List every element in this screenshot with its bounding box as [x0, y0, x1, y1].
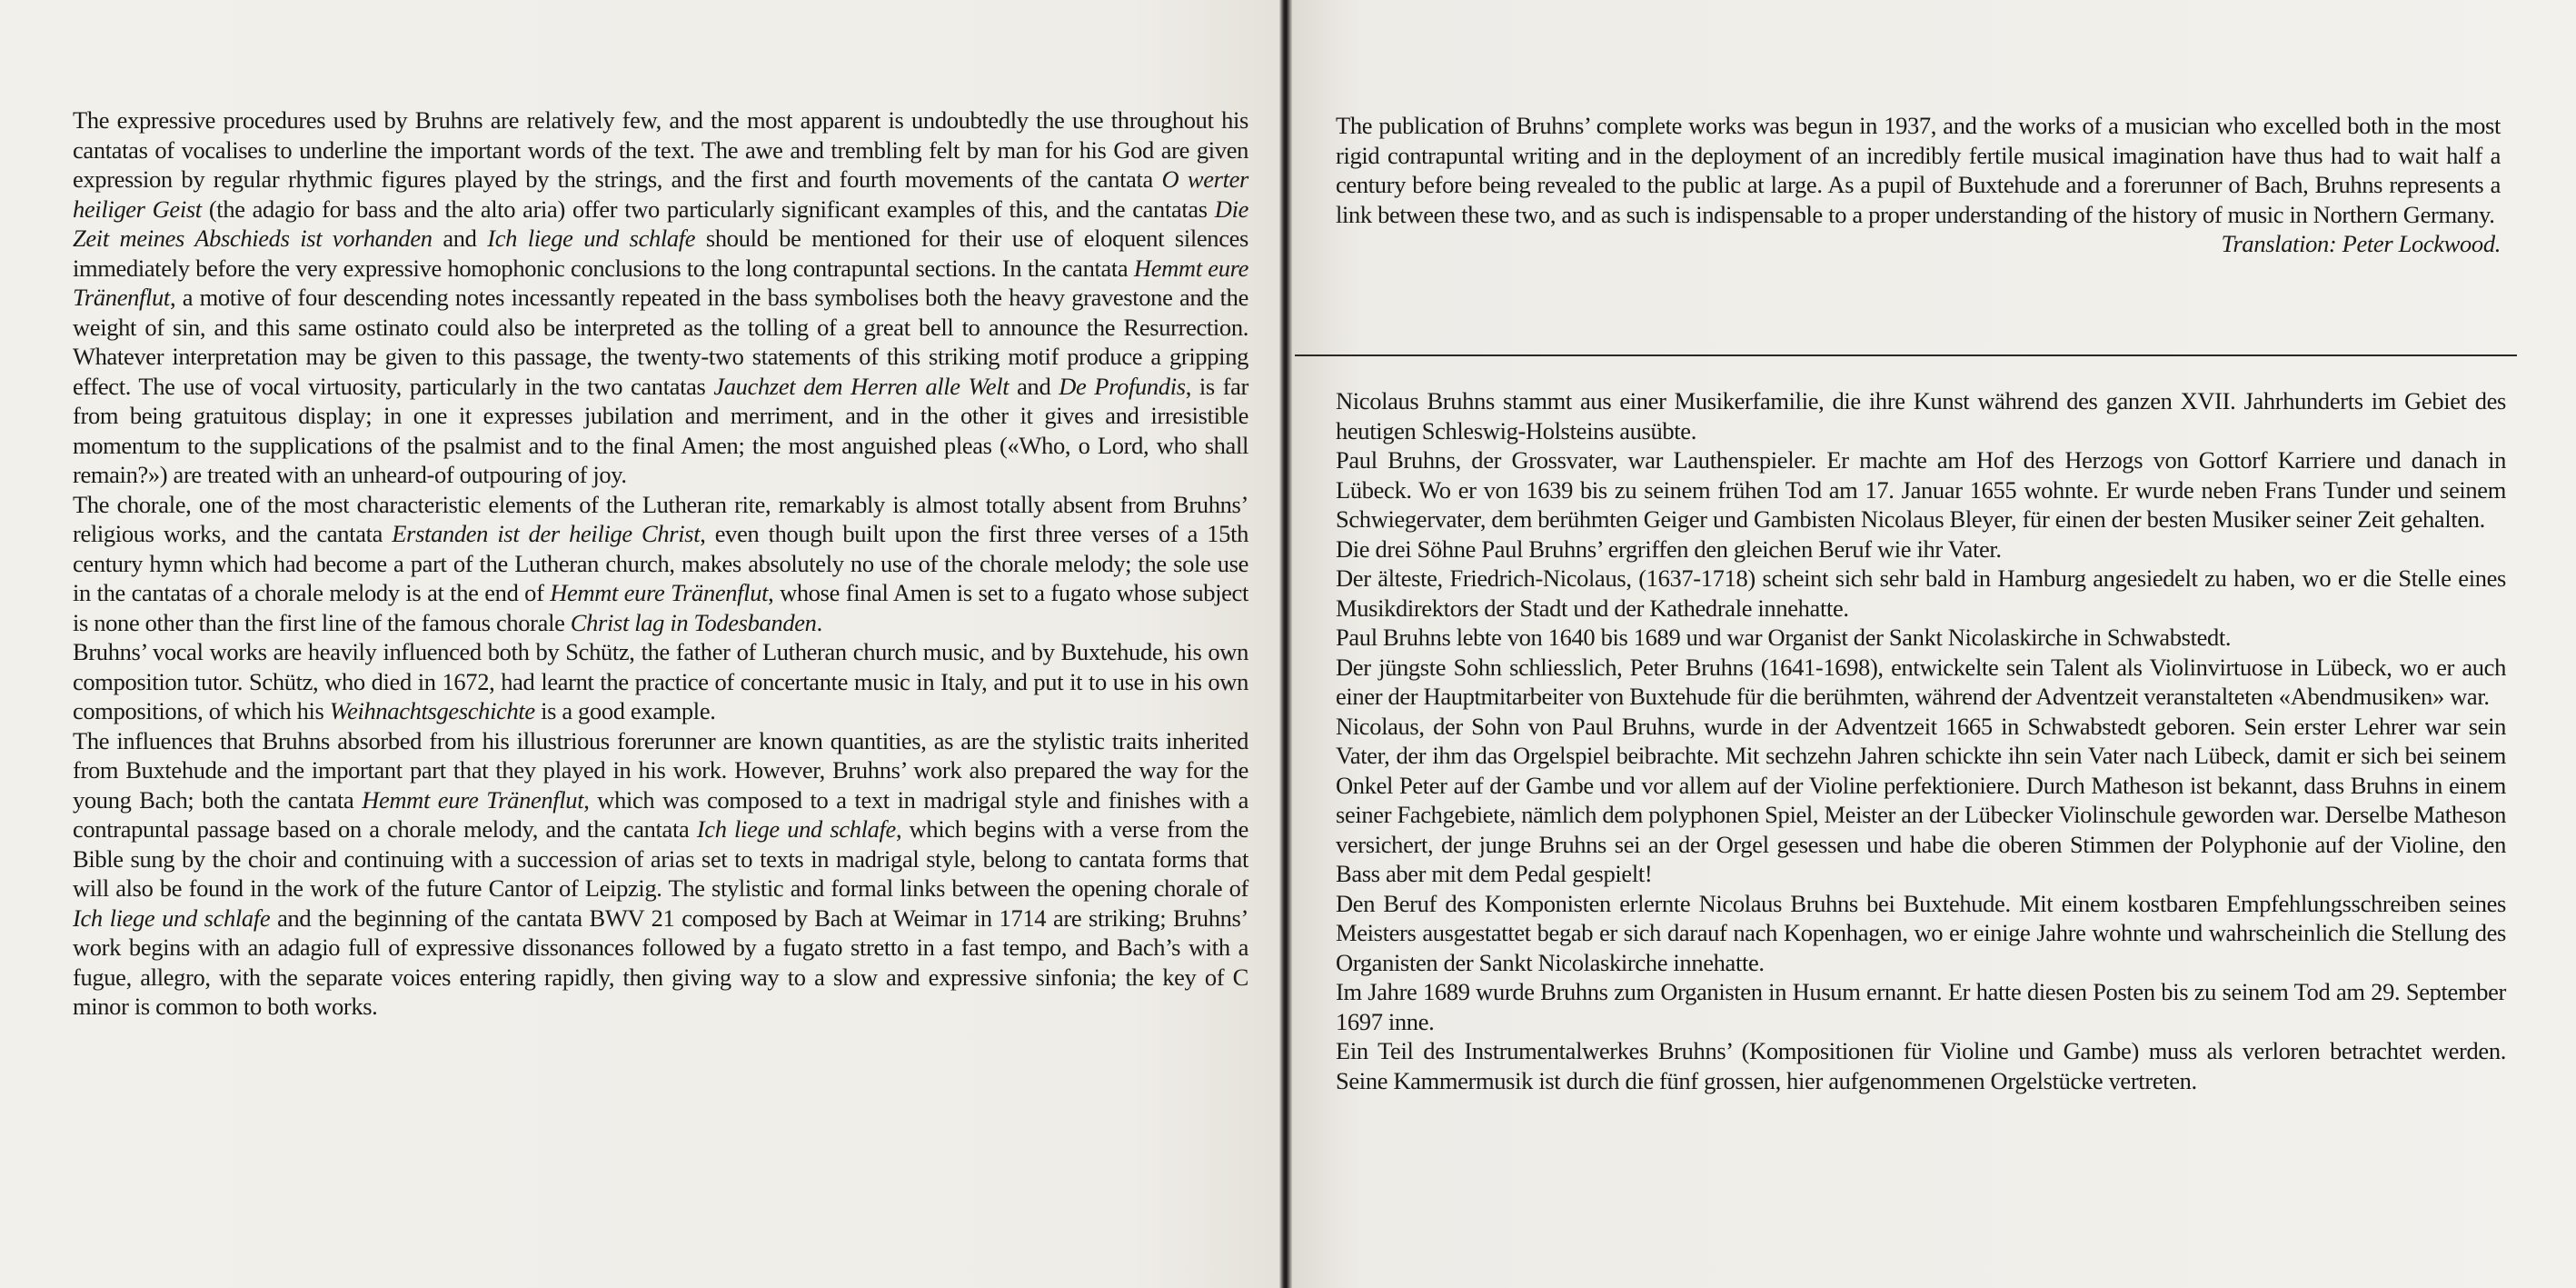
italic-title: Jauchzet dem Herren alle Welt [713, 372, 1010, 400]
german-essay [1336, 386, 2506, 1095]
italic-title: Ich liege und schlafe [73, 904, 271, 932]
italic-title: Hemmt eure Tränenflut [362, 785, 584, 814]
paragraph-influences-schutz: Bruhns’ vocal works are heavily influenced both by Schütz, the father of Lutheran church music, and by Buxtehude, his own composition tutor. Schütz, who died in 1672, had learnt the practice of concertante music in Italy, and put it to use in his own compositions, of which his Weihnachtsgeschichte is a good example. [73, 638, 1248, 724]
english-conclusion [1336, 111, 2501, 259]
german-paragraph: Paul Bruhns lebte von 1640 bis 1689 und war Organist der Sankt Nicolaskirche in Schwabstedt. [1336, 624, 2232, 651]
german-paragraph: Der älteste, Friedrich-Nicolaus, (1637-1718) scheint sich sehr bald in Hamburg angesiedelt zu haben, wo er die Stelle eines Musikdirektors der Stadt und der Kathedrale innehatte. [1336, 564, 2506, 622]
italic-title: De Profundis [1059, 372, 1186, 400]
german-paragraph: Nicolaus Bruhns stammt aus einer Musikerfamilie, die ihre Kunst während des ganzen XVII. Jahrhunderts im Gebiet des heutigen Schleswig-Holsteins ausübte. [1336, 387, 2506, 444]
german-paragraph: Ein Teil des Instrumentalwerkes Bruhns’ (Kompositionen für Violine und Gambe) muss als verloren betrachtet werden. Seine Kammermusik ist durch die fünf grossen, hier aufgenommenen Orgelstücke vertreten. [1336, 1037, 2506, 1094]
section-divider [1295, 354, 2517, 356]
italic-title: O werter heiliger Geist [73, 165, 1248, 223]
italic-title: Ich liege und schlafe [487, 225, 696, 252]
german-paragraph: Paul Bruhns, der Grossvater, war Lauthenspieler. Er machte am Hof des Herzogs von Gottorf Karriere und danach in Lübeck. Wo er von 1639 bis zu seinem frühen Tod am 17. Januar 1655 wohnte. Er wurde neben Frans Tunder und seinem Schwiegervater, dem berühmten Geiger und Gambisten Nicolaus Bleyer, für einen der besten Musiker seiner Zeit gehalten. [1336, 446, 2506, 533]
german-paragraph: Im Jahre 1689 wurde Bruhns zum Organisten in Husum ernannt. Er hatte diesen Posten bis zu seinem Tod am 29. September 1697 inne. [1336, 978, 2506, 1035]
translation-credit: Translation: Peter Lockwood. [2221, 230, 2501, 257]
english-essay [73, 105, 1248, 1022]
german-paragraph: Der jüngste Sohn schliesslich, Peter Bruhns (1641-1698), entwickelte sein Talent als Violinvirtuose in Lübeck, wo er auch einer der Hauptmitarbeiter von Buxtehude für die berühmten, während der Adventzeit veranstalteten «Abendmusiken» war. [1336, 653, 2506, 710]
left-page [0, 0, 1285, 1288]
italic-title: Ich liege und schlafe [696, 815, 896, 843]
italic-title: Hemmt eure Tränenflut [73, 254, 1248, 311]
german-paragraph: Die drei Söhne Paul Bruhns’ ergriffen den gleichen Beruf wie ihr Vater. [1336, 534, 2002, 563]
italic-title: Erstanden ist der heilige Christ [392, 520, 701, 547]
german-paragraph: Nicolaus, der Sohn von Paul Bruhns, wurde in der Adventzeit 1665 in Schwabstedt geboren. Sein erster Lehrer war sein Vater, der ihm das Orgelspiel beibrachte. Mit sechzehn Jahren schickte ihn sein Vater nach Lübeck, damit er sich bei seinem Onkel Peter auf der Gambe und vor allem auf der Violine perfektioniere. Durch Matheson ist bekannt, dass Bruhns in einem seiner Fachgebiete, nämlich dem polyphonen Spiel, Meister an der Lübecker Violinschule geworden war. Derselbe Matheson versichert, der junge Bruhns sei an der Orgel gesessen und habe die oberen Stimmen der Polyphonie auf der Violine, den Bass aber mit dem Pedal gespielt! [1336, 712, 2506, 887]
italic-title: Christ lag in Todesbanden [570, 608, 817, 636]
book-gutter [1279, 0, 1292, 1288]
paragraph-publication: The publication of Bruhns’ complete works was begun in 1937, and the works of a musician who excelled both in the most rigid contrapuntal writing and in the deployment of an incredibly fertile musical imagination have thus had to wait half a century before being revealed to the public at large. As a pupil of Buxtehude and a forerunner of Bach, Bruhns represents a link between these two, and as such is indispensable to a proper understanding of the history of music in Northern Germany. [1336, 112, 2501, 228]
paragraph-expressive-procedures: The expressive procedures used by Bruhns are relatively few, and the most apparent is undoubtedly the use throughout his cantatas of vocalises to underline the important words of the text. The awe and trembling felt by man for his God are given expression by regular rhythmic figures played by the strings, and the first and fourth movements of the cantata O werter heiliger Geist (the adagio for bass and the alto aria) offer two particularly significant examples of this, and the cantatas Die Zeit meines Abschieds ist vorhanden and Ich liege und schlafe should be mentioned for their use of eloquent silences immediately before the very expressive homophonic conclusions to the long contrapuntal sections. In the cantata Hemmt eure Tränenflut, a motive of four descending notes incessantly repeated in the bass symbolises both the heavy gravestone and the weight of sin, and this same ostinato could also be interpreted as the tolling of a great bell to announce the Resurrection. Whatever interpretation may be given to this passage, the twenty-two statements of this striking motif produce a gripping effect. The use of vocal virtuosity, particularly in the two cantatas Jauchzet dem Herren alle Welt and De Profundis, is far from being gratuitous display; in one it expresses jubilation and merriment, and in the other it gives and irresistible momentum to the supplications of the psalmist and to the final Amen; the most anguished pleas («Who, o Lord, who shall remain?») are treated with an unheard-of outpouring of joy. [73, 106, 1248, 488]
italic-title: Hemmt eure Tränenflut [550, 579, 769, 606]
german-paragraph: Den Beruf des Komponisten erlernte Nicolaus Bruhns bei Buxtehude. Mit einem kostbaren Empfehlungsschreiben seines Meisters ausgestattet begab er sich darauf nach Kopenhagen, wo er einige Jahre wohnte und wahrscheinlich die Stellung des Organisten der Sankt Nicolaskirche innehatte. [1336, 889, 2506, 976]
paragraph-influences-bach: The influences that Bruhns absorbed from his illustrious forerunner are known quantities, as are the stylistic traits inherited from Buxtehude and the important part that they played in his work. However, Bruhns’ work also prepared the way for the young Bach; both the cantata Hemmt eure Tränenflut, which was composed to a text in madrigal style and finishes with a contrapuntal passage based on a chorale melody, and the cantata Ich liege und schlafe, which begins with a verse from the Bible sung by the choir and continuing with a succession of arias set to texts in madrigal style, belong to cantata forms that will also be found in the work of the future Cantor of Leipzig. The stylistic and formal links between the opening chorale of Ich liege und schlafe and the beginning of the cantata BWV 21 composed by Bach at Weimar in 1714 are striking; Bruhns’ work begins with an adagio full of expressive dissonances followed by a fugato stretto in a fast tempo, and Bach’s with a fugue, allegro, with the separate voices entering rapidly, then giving way to a slow and expressive sinfonia; the key of C minor is common to both works. [73, 726, 1248, 1020]
italic-title: Weihnachtsgeschichte [329, 697, 535, 724]
italic-title: Die Zeit meines Abschieds ist vorhanden [73, 195, 1248, 252]
paragraph-chorale: The chorale, one of the most characteristic elements of the Lutheran rite, remarkably is almost totally absent from Bruhns’ religious works, and the cantata Erstanden ist der heilige Christ, even though built upon the first three verses of a 15th century hymn which had become a part of the Lutheran church, makes absolutely no use of the chorale melody; the sole use in the cantatas of a chorale melody is at the end of Hemmt eure Tränenflut, whose final Amen is set to a fugato whose subject is none other than the first line of the famous chorale Christ lag in Todesbanden. [73, 490, 1248, 636]
